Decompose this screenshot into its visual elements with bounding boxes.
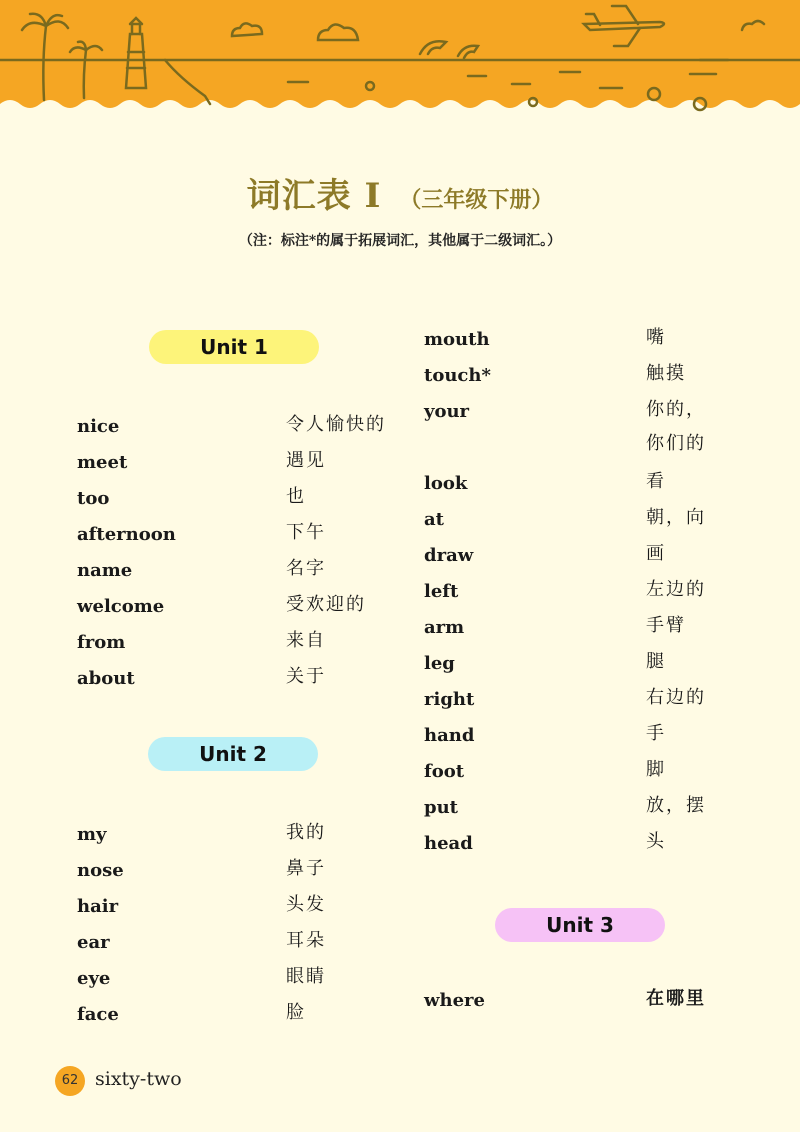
entry-meaning: 令人愉快的 [286,414,386,435]
vocab-entry [424,797,754,833]
entry-meaning: 你的， [646,399,706,420]
title-sub: （三年级下册） [399,187,554,213]
entry-word: about [77,668,135,689]
entry-meaning: 脚 [646,759,666,780]
entry-word: touch* [424,365,491,386]
unit-2-heading: Unit 2 [148,737,318,771]
entry-word: meet [77,452,128,473]
entry-meaning-line-2: 你们的 [646,433,706,454]
vocab-entry [77,824,397,860]
unit-3-heading: Unit 3 [495,908,665,942]
entry-meaning: 下午 [286,522,326,543]
entry-word: put [424,797,458,818]
vocab-entry [77,968,397,1004]
entry-word: hand [424,725,475,746]
vocab-entry [77,632,397,668]
entry-word: face [77,1004,119,1025]
entry-word: too [77,488,110,509]
vocab-entry [424,617,754,653]
entry-word: look [424,473,468,494]
entry-word: right [424,689,475,710]
entry-word: where [424,990,485,1011]
entry-meaning: 头 [646,831,666,852]
vocab-entry [77,524,397,560]
entry-word: left [424,581,459,602]
entry-word: nose [77,860,124,881]
right-column [424,0,754,1132]
entry-meaning: 腿 [646,651,666,672]
vocab-entry [424,581,754,617]
vocab-entry [77,668,397,704]
entry-word: eye [77,968,111,989]
left-column [77,0,397,1132]
entry-meaning: 放，摆 [646,795,706,816]
vocab-entry [77,452,397,488]
entry-word: leg [424,653,455,674]
entry-word: name [77,560,133,581]
entry-word: arm [424,617,465,638]
title-main: 词汇表 I [246,176,382,216]
entry-word: nice [77,416,120,437]
entry-meaning: 关于 [286,666,326,687]
entry-meaning: 右边的 [646,687,706,708]
page-number-badge: 62 [55,1066,85,1096]
entry-meaning: 手臂 [646,615,686,636]
vocab-entry [77,1004,397,1040]
entry-word: your [424,401,470,422]
entry-word: head [424,833,473,854]
entry-word: at [424,509,444,530]
entry-word: welcome [77,596,165,617]
entry-meaning: 耳朵 [286,930,326,951]
entry-meaning: 手 [646,723,666,744]
entry-word: afternoon [77,524,176,545]
vocabulary-note: （注：标注*的属于拓展词汇，其他属于二级词汇。） [238,233,562,249]
vocab-entry [77,416,397,452]
entry-meaning: 名字 [286,558,326,579]
entry-word: my [77,824,107,845]
entry-meaning: 嘴 [646,327,666,348]
entry-meaning: 左边的 [646,579,706,600]
vocab-entry [424,329,754,365]
entry-meaning: 也 [286,486,306,507]
vocab-entry [77,860,397,896]
entry-meaning: 鼻子 [286,858,326,879]
vocab-entry [424,990,754,1026]
unit-1-heading: Unit 1 [149,330,319,364]
entry-meaning: 在哪里 [646,988,706,1009]
entry-meaning: 头发 [286,894,326,915]
entry-word: draw [424,545,474,566]
entry-word: hair [77,896,119,917]
entry-word: ear [77,932,110,953]
vocab-entry [77,596,397,632]
entry-word: from [77,632,126,653]
entry-meaning: 眼睛 [286,966,326,987]
entry-meaning: 画 [646,543,666,564]
vocab-entry [77,932,397,968]
entry-meaning: 看 [646,471,666,492]
entry-word: foot [424,761,465,782]
entry-meaning: 朝，向 [646,507,706,528]
entry-meaning: 触摸 [646,363,686,384]
entry-meaning: 来自 [286,630,326,651]
entry-meaning: 我的 [286,822,326,843]
entry-meaning: 受欢迎的 [286,594,366,615]
vocab-entry [424,401,754,471]
vocab-entry [77,488,397,524]
vocab-entry [424,833,754,869]
vocab-entry [424,725,754,761]
entry-meaning: 遇见 [286,450,326,471]
entry-meaning: 脸 [286,1002,306,1023]
vocab-entry [424,689,754,725]
page-number-word: sixty-two [95,1068,182,1090]
vocab-entry [77,896,397,932]
entry-word: mouth [424,329,490,350]
vocab-entry [424,509,754,545]
